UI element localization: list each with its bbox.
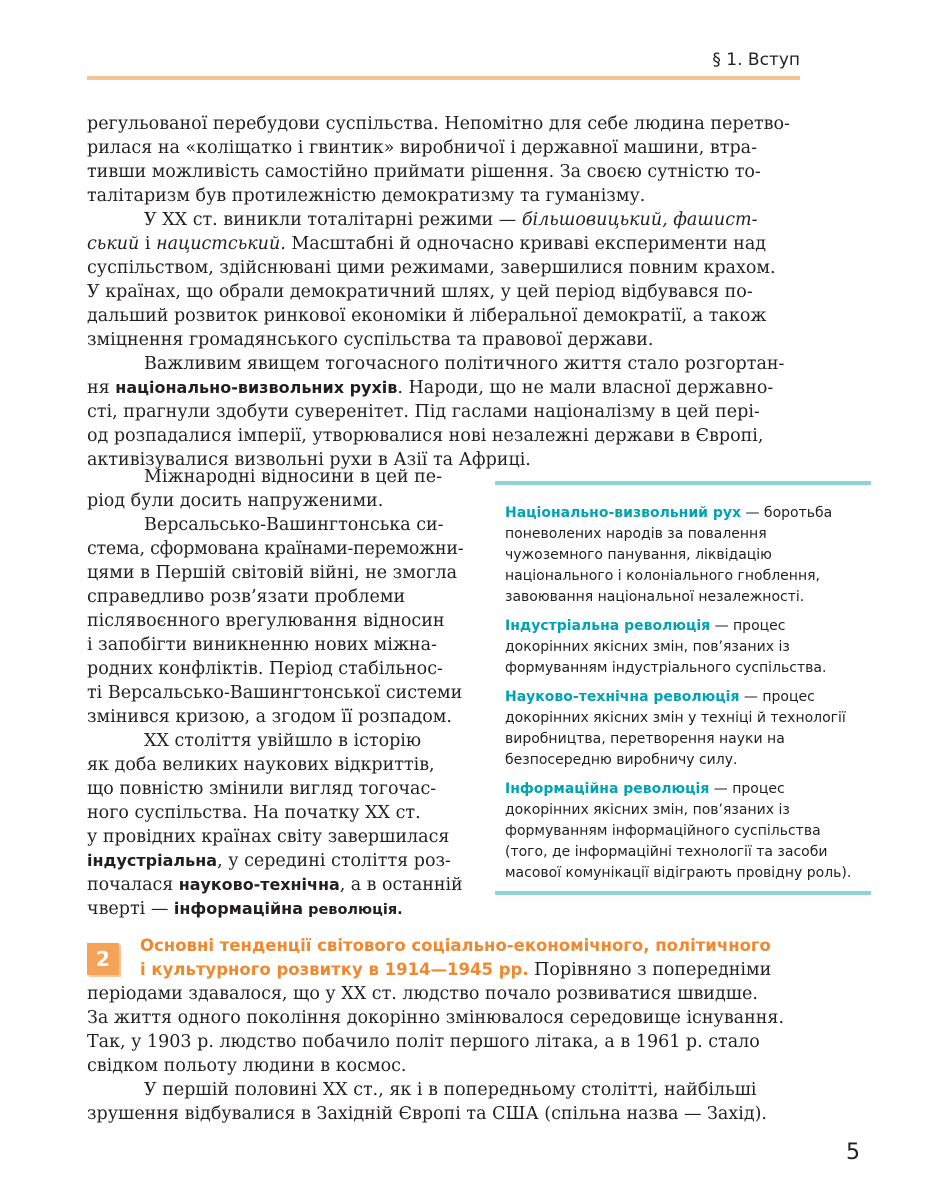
definition-term: Інформаційна революція — [505, 781, 710, 797]
text-line: рилася на «коліщатко і гвинтик» виробничої і державної машини, втра- — [87, 138, 757, 158]
text-line: справедливо розв’язати проблеми — [87, 587, 406, 607]
definition-term: Науково-технічна революція — [505, 689, 740, 705]
definitions-box — [495, 481, 871, 895]
bold-term: революція. — [303, 902, 403, 918]
page-number: 5 — [846, 1140, 860, 1165]
text-line: зміцнення громадянського суспільства та правової держави. — [87, 330, 654, 350]
text-run: У XX ст. виникли тоталітарні режими — — [144, 210, 522, 230]
italic-term: нацистський. — [156, 234, 286, 254]
text-line: У першій половині XX ст., як і в попередньому столітті, найбільші — [144, 1080, 757, 1100]
definition-text: — боротьба поневолених народів за повалення чужоземного панування, ліквідацію національного і колоніального гноблення, завоювання національної незалежності. — [505, 505, 833, 605]
italic-term: більшовицький, фашист- — [521, 210, 758, 230]
text-run: чверті — — [87, 899, 174, 919]
section-header: § 1. Вступ — [712, 50, 800, 70]
bold-term: інформаційна — [173, 899, 304, 918]
text-line — [87, 873, 462, 897]
text-line: і запобігти виникненню нових міжна- — [87, 635, 437, 655]
text-line: тивши можливість самостійно приймати рішення. За своєю сутністю то- — [87, 162, 761, 182]
section-title: і культурного розвитку в 1914—1945 рр. — [140, 960, 529, 979]
text-line: цями в Першій світовій війні, не змогла — [87, 563, 458, 583]
definition-item — [505, 779, 865, 884]
section-2 — [87, 934, 800, 1126]
text-line: як доба великих наукових відкриттів, — [87, 755, 435, 775]
text-line: XX століття увійшло в історію — [144, 731, 422, 751]
section-number-badge: 2 — [87, 943, 119, 975]
text-line: стема, сформована країнами-переможни- — [87, 539, 464, 559]
text-line — [87, 376, 800, 400]
text-line: Міжнародні відносини в цей пе- — [144, 467, 443, 487]
definition-text: — процес докорінних якісних змін, пов’язаних із формуванням інформаційного суспільства (того, де інформаційні технології та засоби масової комунікації відіграють провідну роль). — [505, 781, 852, 881]
text-line: ріод були досить напруженими. — [87, 491, 384, 511]
definition-item — [505, 503, 865, 608]
text-line: періодами здавалося, що у XX ст. людство почало розвиватися швидше. — [87, 984, 758, 1004]
text-line — [87, 208, 800, 232]
text-line: сті, прагнули здобути суверенітет. Під гаслами націоналізму в цей пері- — [87, 402, 760, 422]
paragraph-national-movements — [87, 352, 800, 472]
bold-term: національно-визвольних рухів — [115, 378, 398, 397]
text-line: ті Версальсько-Вашингтонської системи — [87, 683, 463, 703]
text-line: активізувалися визвольні рухи в Азії та Африці. — [87, 450, 531, 470]
text-line: Версальсько-Вашингтонська си- — [144, 515, 444, 535]
text-run: Порівняно з попередніми — [528, 960, 772, 980]
definition-item — [505, 616, 865, 679]
paragraph-regimes — [87, 208, 800, 352]
text-line: талітаризм був протилежністю демократизму та гуманізму. — [87, 186, 646, 206]
text-line: післявоєнного врегулювання відносин — [87, 611, 445, 631]
definition-term: Індустріальна революція — [505, 618, 711, 634]
section-title-line — [87, 958, 800, 982]
bold-term: науково-технічна — [178, 875, 340, 894]
text-run: . Народи, що не мали власної державно- — [397, 378, 774, 398]
text-line: суспільством, здійснювані цими режимами, завершилися повним крахом. — [87, 258, 776, 278]
italic-term: ський — [87, 234, 140, 254]
text-line: У країнах, що обрали демократичний шлях, у цей період відбувався по- — [87, 282, 753, 302]
text-line — [87, 232, 800, 256]
text-line: Важливим явищем тогочасного політичного життя стало розгортан- — [144, 354, 785, 374]
text-line: змінився кризою, а згодом її розпадом. — [87, 707, 452, 727]
left-column — [87, 465, 463, 922]
section-title-line — [87, 934, 800, 958]
text-line: ного суспільства. На початку XX ст. — [87, 803, 421, 823]
bold-term: індустріальна — [87, 851, 218, 870]
text-line: дальший розвиток ринкової економіки й ліберальної демократії, а також — [87, 306, 767, 326]
text-line: регульованої перебудови суспільства. Непомітно для себе людина перетво- — [87, 114, 790, 134]
text-run: , а в останній — [339, 875, 463, 895]
text-line: За життя одного покоління докорінно змінювалося середовище існування. — [87, 1008, 785, 1028]
paragraph-totalitarianism — [87, 112, 800, 208]
text-line — [87, 849, 463, 873]
text-line: свідком польоту людини в космос. — [87, 1056, 407, 1076]
text-run: ня — [87, 378, 116, 398]
definition-text: — процес докорінних якісних змін, пов’язаних із формуванням індустріального суспільства. — [505, 618, 827, 676]
definition-term: Національно-визвольний рух — [505, 505, 742, 521]
text-run: Масштабні й одночасно криваві експерименти над — [285, 234, 767, 254]
text-line: що повністю змінили вигляд тогочас- — [87, 779, 437, 799]
section-title: Основні тенденції світового соціально-економічного, політичного — [140, 936, 771, 955]
text-line: родних конфліктів. Період стабільнос- — [87, 659, 443, 679]
text-run: , у середині століття роз- — [217, 851, 451, 871]
text-run: і — [139, 234, 157, 254]
header-rule — [87, 76, 800, 80]
text-line: Так, у 1903 р. людство побачило політ першого літака, а в 1961 р. стало — [87, 1032, 760, 1052]
definition-item — [505, 687, 865, 771]
text-line: у провідних країнах світу завершилася — [87, 827, 450, 847]
text-line — [87, 897, 463, 922]
text-run: почалася — [87, 875, 179, 895]
text-line: од розпадалися імперії, утворювалися нові незалежні держави в Європі, — [87, 426, 764, 446]
text-line: зрушення відбувалися в Західній Європі та США (спільна назва — Захід). — [87, 1104, 767, 1124]
definition-text: — процес докорінних якісних змін у техніці й технології виробництва, перетворення науки на безпосередню виробничу силу. — [505, 689, 846, 768]
